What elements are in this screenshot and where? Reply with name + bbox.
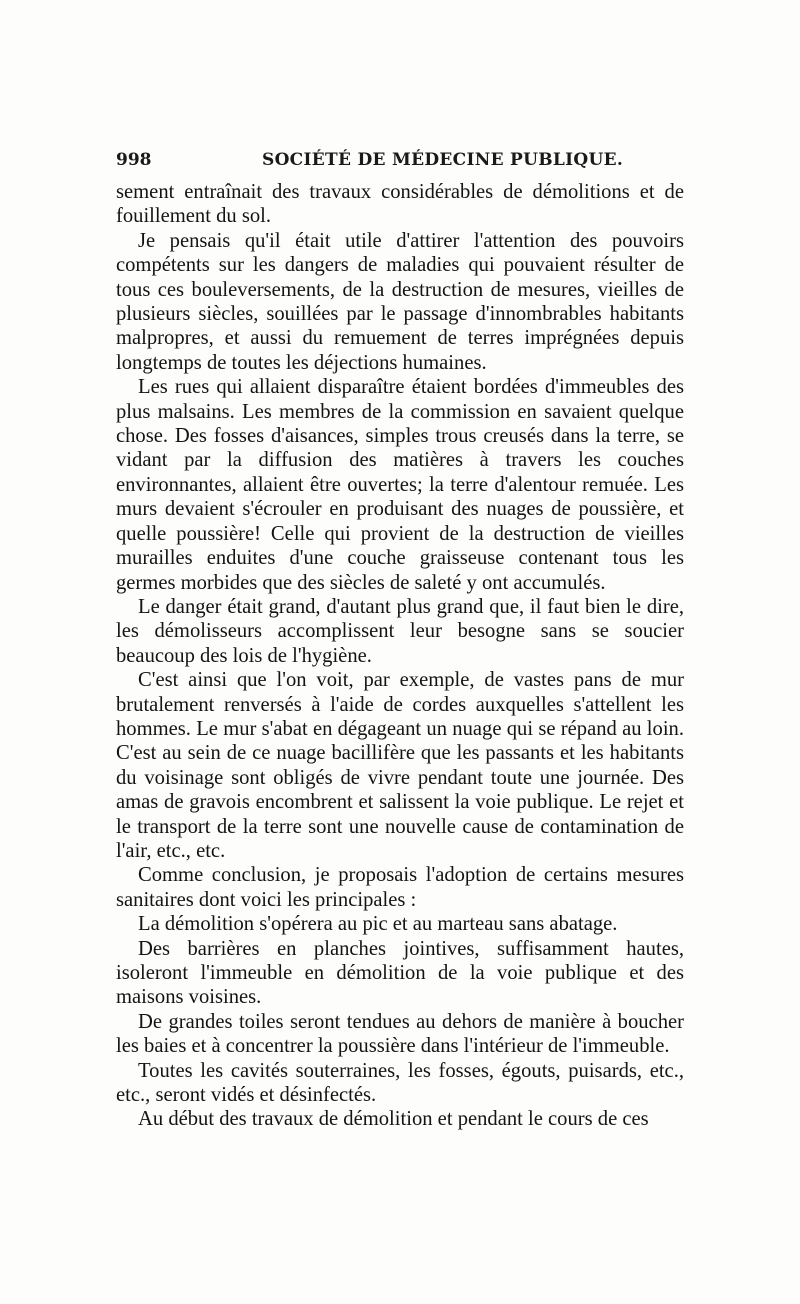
paragraph-continuation: sement entraînait des travaux considérables de démolitions et de fouillement du sol. <box>116 181 684 228</box>
paragraph: Je pensais qu'il était utile d'attirer l'attention des pouvoirs compétents sur les dangers de maladies qui pouvaient résulter de tous ces bouleversements, de la destruction de mesures, vieilles de plusieurs siècles, souillées par le passage d'innombrables habitants malpropres, et aussi du remuement de terres imprégnées depuis longtemps de toutes les déjections humaines. <box>116 229 684 374</box>
paragraph: La démolition s'opérera au pic et au marteau sans abatage. <box>138 913 618 936</box>
paragraph: C'est ainsi que l'on voit, par exemple, de vastes pans de mur brutalement renversés à l'aide de cordes auxquelles s'attellent les hommes. Le mur s'abat en dégageant un nuage qui se répand au loin. C'est au sein de ce nuage bacillifère que les passants et les habitants du voisinage sont obligés de vivre pendant toute une journée. Des amas de gravois encombrent et salissent la voie publique. Le rejet et le transport de la terre sont une nouvelle cause de contamination de l'air, etc., etc. <box>116 669 684 862</box>
paragraph: De grandes toiles seront tendues au dehors de manière à boucher les baies et à concentrer la poussière dans l'intérieur de l'immeuble. <box>116 1010 684 1058</box>
page-number: 998 <box>116 150 152 170</box>
paragraph: Le danger était grand, d'autant plus grand que, il faut bien le dire, les démolisseurs accomplissent leur besogne sans se soucier beaucoup des lois de l'hygiène. <box>116 595 684 667</box>
paragraph: Les rues qui allaient disparaître étaient bordées d'immeubles des plus malsains. Les membres de la commission en savaient quelque chose. Des fosses d'aisances, simples trous creusés dans la terre, se vidant par la diffusion des matières à travers les couches environnantes, allaient être ouvertes; la terre d'alentour remuée. Les murs devaient s'écrouler en produisant des nuages de poussière, et quelle poussière! Celle qui provient de la destruction de vieilles murailles enduites d'une couche graisseuse contenant tous les germes morbides que des siècles de saleté y ont accumulés. <box>116 376 684 594</box>
paragraph: Des barrières en planches jointives, suffisamment hautes, isoleront l'immeuble en démolition de la voie publique et des maisons voisines. <box>116 937 684 1009</box>
running-title: SOCIÉTÉ DE MÉDECINE PUBLIQUE. <box>262 150 624 170</box>
paragraph: Toutes les cavités souterraines, les fosses, égouts, puisards, etc., etc., seront vidés et désinfectés. <box>116 1059 684 1107</box>
paragraph: Au début des travaux de démolition et pendant le cours de ces <box>138 1108 649 1131</box>
page-header <box>116 150 684 174</box>
paragraph: Comme conclusion, je proposais l'adoption de certains mesures sanitaires dont voici les principales : <box>116 864 684 911</box>
body-text <box>116 180 684 1132</box>
